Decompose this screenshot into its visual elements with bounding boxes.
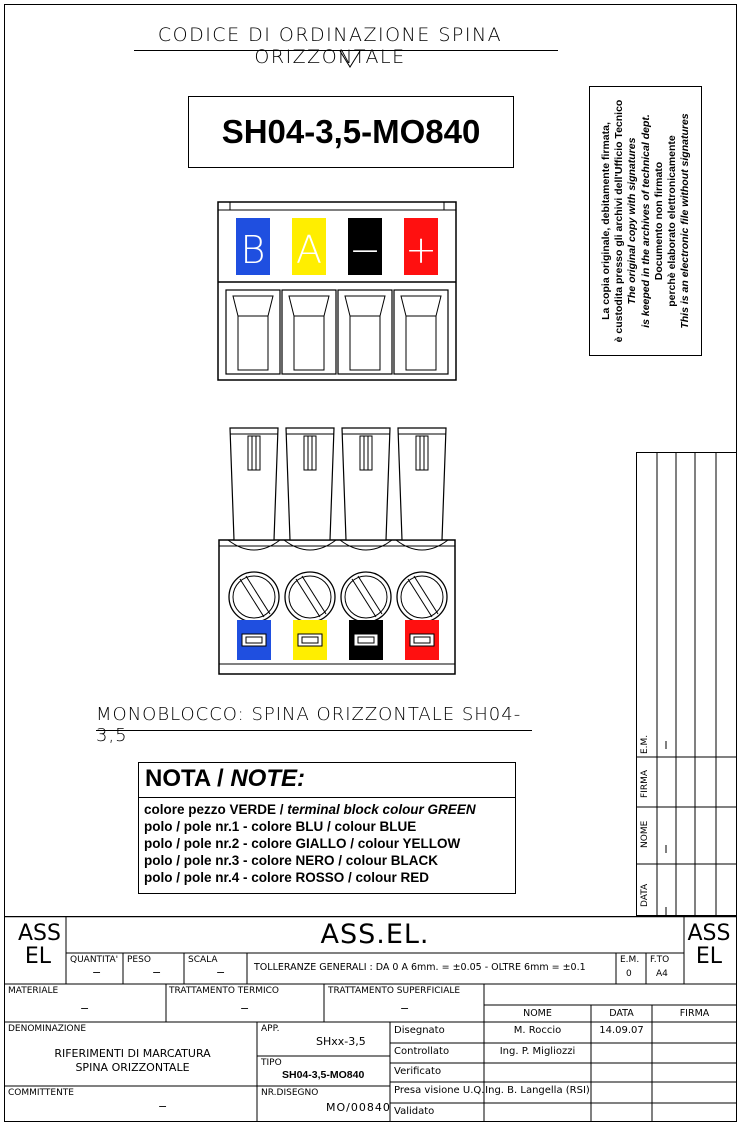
note-line: [144, 801, 476, 818]
pole-label: +: [405, 228, 437, 272]
role-label: Validato: [394, 1106, 435, 1117]
note-title-it: NOTA /: [145, 765, 231, 792]
note-line-text: polo / pole nr.2 - colore GIALLO / colour YELLOW: [144, 836, 461, 851]
note-line-text: polo / pole nr.1 - colore BLU / colour BLUE: [144, 819, 417, 834]
revision-label-em: E.M.: [640, 734, 650, 754]
logo-left-line2: EL: [24, 944, 52, 969]
note-line: [144, 835, 476, 852]
logo-right: [687, 922, 731, 968]
pole-label: B: [240, 228, 266, 272]
app-label: APP.: [261, 1024, 280, 1034]
firma-header: FIRMA: [679, 1008, 710, 1019]
stamp-line: La copia originale, debitamente firmata,: [599, 122, 612, 320]
subtitle-underline: [96, 730, 532, 731]
connector-front-view: [213, 424, 461, 680]
quantita-label: QUANTITA': [70, 955, 119, 965]
nrdisegno-label: NR.DISEGNO: [261, 1088, 319, 1098]
stamp-line: is keeped in the archives of technical dept.: [638, 114, 651, 328]
materiale-value: −: [80, 1002, 90, 1015]
role-label: Controllato: [394, 1046, 450, 1057]
stamp-line: perchè elaborato elettronicamente: [665, 135, 678, 307]
tratt-termico-value: −: [240, 1002, 250, 1015]
nome-header: NOME: [523, 1008, 552, 1019]
denominazione-value: [8, 1047, 257, 1075]
role-date: 14.09.07: [599, 1025, 644, 1036]
pole-label: A: [296, 228, 322, 272]
note-separator: [139, 797, 515, 798]
pole-label: −: [349, 228, 381, 272]
note-line-en: terminal block colour GREEN: [287, 802, 476, 817]
committente-value: −: [158, 1100, 168, 1113]
note-lines: [144, 801, 476, 886]
nrdisegno-value: MO/00840: [326, 1101, 391, 1114]
fto-label: F.TO: [650, 955, 670, 965]
scala-label: SCALA: [188, 955, 218, 965]
stamp-text: [599, 87, 691, 355]
note-title-en: NOTE:: [230, 765, 305, 792]
title-pointer-icon: [338, 50, 362, 70]
tratt-sup-label: TRATTAMENTO SUPERFICIALE: [328, 986, 461, 996]
committente-label: COMMITTENTE: [8, 1088, 74, 1098]
revision-label-firma: FIRMA: [640, 769, 650, 798]
revision-label-data: DATA: [640, 883, 650, 907]
tratt-sup-value: −: [400, 1002, 410, 1015]
revision-table: [636, 452, 737, 916]
role-name: M. Roccio: [513, 1025, 562, 1036]
quantita-value: −: [92, 966, 102, 979]
fto-value: A4: [656, 969, 668, 979]
peso-value: −: [152, 966, 162, 979]
role-name: Ing. P. Migliozzi: [499, 1046, 576, 1057]
revision-label-nome: NOME: [640, 820, 650, 848]
em-label: E.M.: [620, 955, 640, 965]
note-line: [144, 869, 476, 886]
signature-stamp: [589, 86, 702, 356]
scala-value: −: [216, 966, 226, 979]
note-line: [144, 818, 476, 835]
logo-right-line1: ASS: [687, 921, 731, 946]
tipo-value: SH04-3,5-MO840: [282, 1069, 365, 1081]
note-line-text: polo / pole nr.3 - colore NERO / colour BLACK: [144, 853, 439, 868]
app-value: SHxx-3,5: [316, 1035, 366, 1048]
logo-left: [18, 921, 61, 969]
denominazione-line2: SPINA ORIZZONTALE: [75, 1061, 190, 1074]
role-label: Disegnato: [394, 1025, 445, 1036]
role-label: Presa visione U.Q.: [394, 1085, 485, 1096]
logo-right-line2: EL: [695, 944, 723, 969]
company-name: ASS.EL.: [320, 919, 430, 950]
note-line-text: colore pezzo VERDE /: [144, 802, 288, 817]
stamp-line: The original copy with signatures: [625, 137, 638, 305]
tipo-label: TIPO: [261, 1058, 282, 1068]
note-line-text: polo / pole nr.4 - colore ROSSO / colour RED: [144, 870, 430, 885]
drawing-title: CODICE DI ORDINAZIONE SPINA ORIZZONTALE: [157, 24, 503, 68]
order-code: SH04-3,5-MO840: [188, 96, 514, 168]
tolerances: TOLLERANZE GENERALI : DA 0 A 6mm. = ±0.05 - OLTRE 6mm = ±0.1: [254, 962, 586, 973]
em-value: 0: [626, 969, 632, 979]
note-line: [144, 852, 476, 869]
materiale-label: MATERIALE: [8, 986, 59, 996]
peso-label: PESO: [127, 955, 151, 965]
note-title: [145, 765, 305, 793]
logo-left-line1: ASS: [18, 921, 61, 946]
connector-top-view: [214, 198, 460, 384]
role-label: Verificato: [394, 1066, 442, 1077]
tratt-termico-label: TRATTAMENTO TERMICO: [169, 986, 279, 996]
stamp-line: This is an electronic file without signatures: [678, 113, 691, 329]
data-header: DATA: [609, 1008, 634, 1019]
stamp-line: Documento non firmato: [652, 161, 665, 281]
stamp-line: è custodita presso gli archivi dell'Ufficio Tecnico: [612, 99, 625, 343]
role-name: Ing. B. Langella (RSI): [485, 1085, 590, 1096]
note-box: [138, 762, 516, 894]
denominazione-label: DENOMINAZIONE: [8, 1024, 87, 1034]
title-block: [4, 916, 737, 1122]
connector-subtitle: MONOBLOCCO: SPINA ORIZZONTALE SH04-3,5: [96, 704, 522, 746]
denominazione-line1: RIFERIMENTI DI MARCATURA: [54, 1047, 211, 1060]
